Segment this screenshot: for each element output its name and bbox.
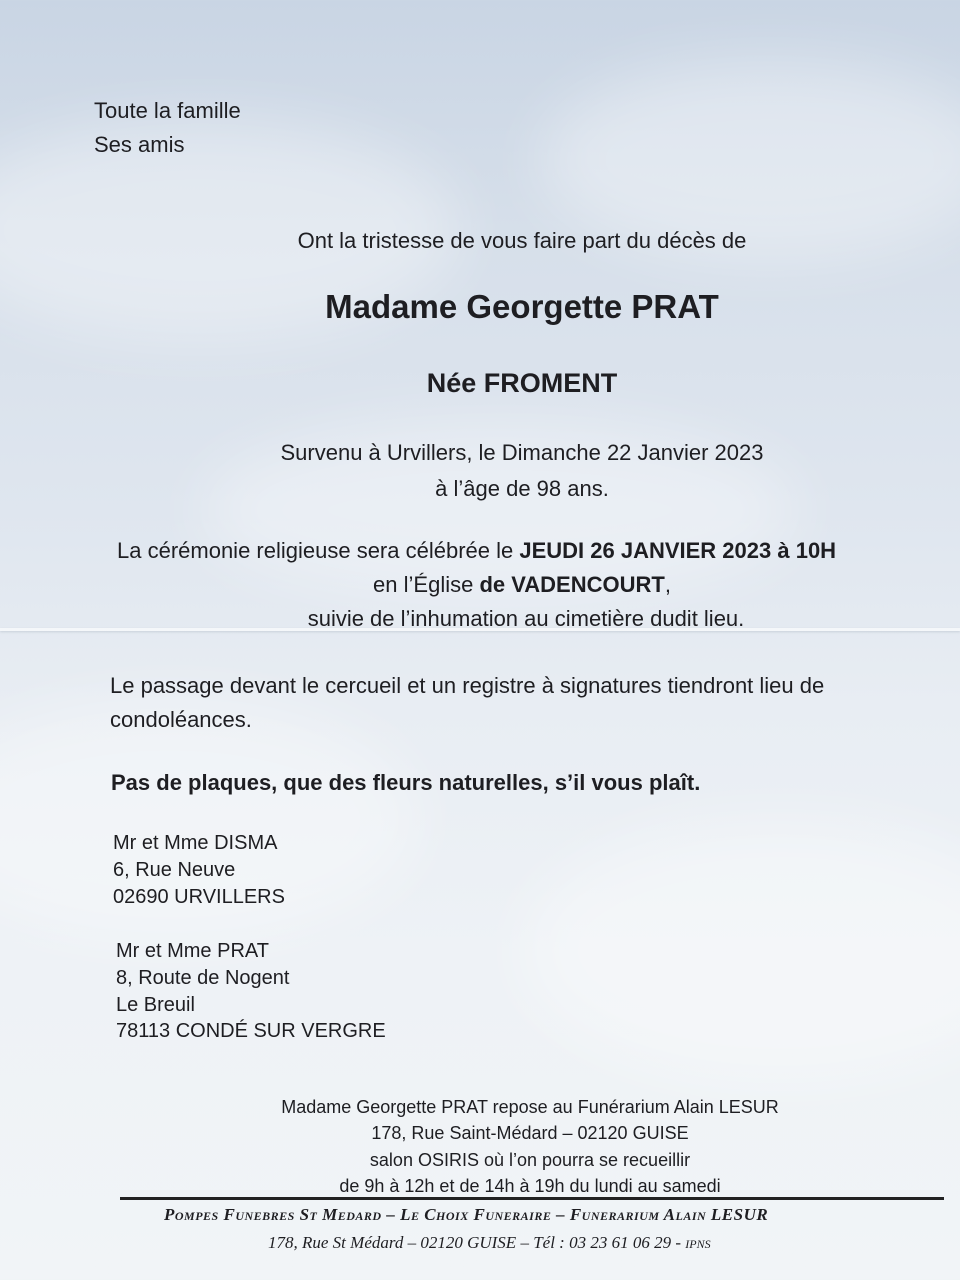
address1-street: 6, Rue Neuve xyxy=(113,859,236,881)
ceremony-line1: La cérémonie religieuse sera célébrée le JEUDI 26 JANVIER 2023 à 10H xyxy=(117,538,837,563)
family-line: Toute la famille xyxy=(94,98,241,123)
address2-street: 8, Route de Nogent xyxy=(116,967,290,989)
ipns-mark: IPNS xyxy=(685,1237,711,1251)
footer-company: Pompes Funebres St Medard – Le Choix Funeraire – Funerarium Alain LESUR xyxy=(164,1205,769,1224)
ceremony-line2: en l’Église de VADENCOURT, xyxy=(373,572,671,597)
friends-line: Ses amis xyxy=(94,132,185,157)
announcement-text: Ont la tristesse de vous faire part du décès de xyxy=(297,228,747,253)
ceremony-line3: suivie de l’inhumation au cimetière dudit lieu. xyxy=(307,606,745,631)
maiden-name: Née FROMENT xyxy=(426,368,618,398)
age-line: à l’âge de 98 ans. xyxy=(435,476,609,501)
address2-locality: Le Breuil xyxy=(116,994,195,1016)
church-name: de VADENCOURT xyxy=(479,572,665,597)
address2-city: 78113 CONDÉ SUR VERGRE xyxy=(116,1020,386,1042)
footer-address: 178, Rue St Médard – 02120 GUISE – Tél : 03 23 61 06 29 - IPNS xyxy=(268,1233,711,1252)
condolences-line1: Le passage devant le cercueil et un registre à signatures tiendront lieu de xyxy=(110,673,825,698)
footer-rule xyxy=(120,1197,944,1200)
deceased-name: Madame Georgette PRAT xyxy=(325,288,719,325)
condolences-line2: condoléances. xyxy=(110,707,252,732)
funerarium-line2: 178, Rue Saint-Médard – 02120 GUISE xyxy=(371,1123,689,1143)
funerarium-line1: Madame Georgette PRAT repose au Funérarium Alain LESUR xyxy=(281,1097,779,1117)
funerarium-hours: de 9h à 12h et de 14h à 19h du lundi au samedi xyxy=(339,1176,721,1196)
funerarium-line3: salon OSIRIS où l’on pourra se recueillir xyxy=(369,1150,691,1170)
ceremony-date: JEUDI 26 JANVIER 2023 à 10H xyxy=(519,538,837,563)
flowers-note: Pas de plaques, que des fleurs naturelles, s’il vous plaît. xyxy=(111,770,701,795)
address2-name: Mr et Mme PRAT xyxy=(116,940,269,962)
address1-city: 02690 URVILLERS xyxy=(113,886,285,908)
death-place-date: Survenu à Urvillers, le Dimanche 22 Janvier 2023 xyxy=(280,440,764,465)
address1-name: Mr et Mme DISMA xyxy=(113,832,278,854)
